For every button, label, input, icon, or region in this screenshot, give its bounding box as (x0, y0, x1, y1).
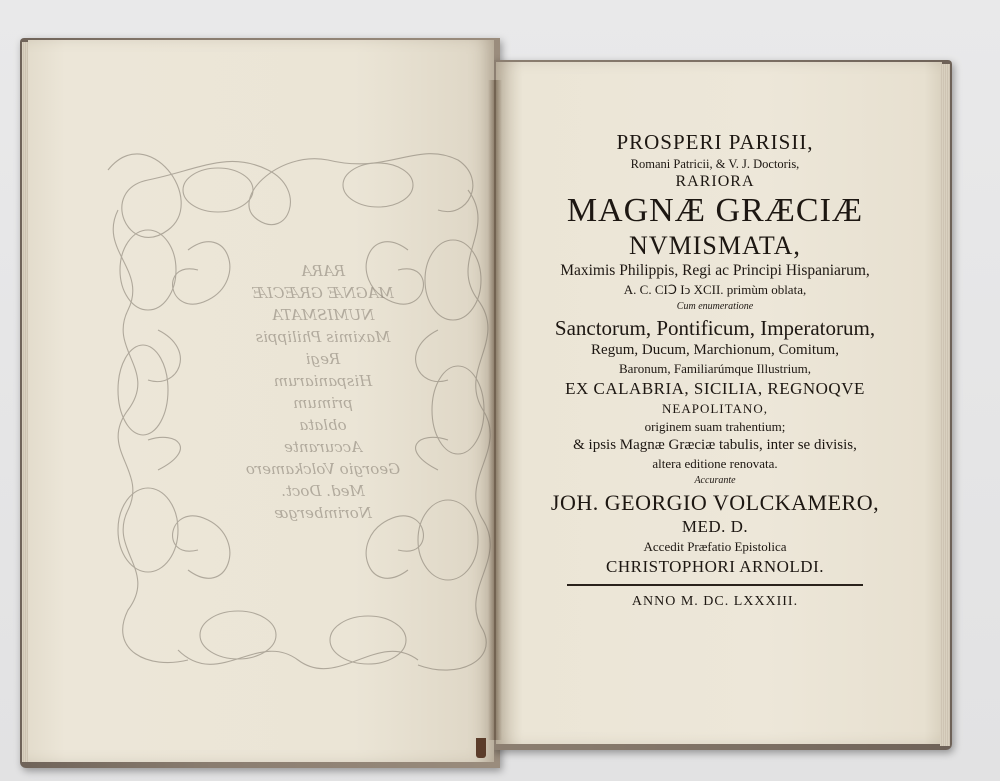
date-line: A. C. CIↃ Iↄ XCII. primùm oblata, (623, 282, 807, 297)
list-line-1: Sanctorum, Pontificum, Imperatorum, (554, 316, 876, 340)
editor-title: MED. D. (681, 517, 749, 536)
left-page (28, 40, 494, 762)
list-line-3: Baronum, Familiarúmque Illustrium, (618, 361, 812, 376)
bookmark-ribbon (476, 738, 486, 758)
rariora-line: RARIORA (675, 173, 755, 190)
bleed-through-text: RARA MAGNÆ GRÆCIÆ NUMISMATA Maximis Philippis Regi Hispaniarum primum oblata Accurante Georgio Volckamero Med. Doct. Norimbergæ (245, 262, 401, 522)
book-gutter (488, 80, 502, 740)
page-edges-right (940, 64, 950, 746)
main-title-2: NVMISMATA, (629, 231, 801, 260)
accedit-line: Accedit Præfatio Epistolica (643, 539, 787, 554)
main-title-1: MAGNÆ GRÆCIÆ (566, 192, 864, 229)
editor-name: JOH. GEORGIO VOLCKAMERO, (550, 490, 880, 515)
origin-line-2: NEAPOLITANO, (662, 401, 768, 416)
origin-line-1: EX CALABRIA, SICILIA, REGNOQVE (565, 379, 865, 398)
publication-year: ANNO M. DC. LXXXIII. (631, 594, 799, 609)
horizontal-rule (567, 584, 863, 586)
author-credentials: Romani Patricii, & V. J. Doctoris, (630, 157, 800, 171)
author-name: PROSPERI PARISII, (616, 130, 814, 154)
tables-line: & ipsis Magnæ Græciæ tabulis, inter se divisis, (573, 437, 857, 453)
title-page-text (505, 130, 925, 610)
accurante-line: Accurante (694, 475, 736, 486)
preface-author: CHRISTOPHORI ARNOLDI. (606, 557, 824, 576)
dedication-line: Maximis Philippis, Regi ac Principi Hispaniarum, (560, 262, 870, 279)
cum-enumeratione: Cum enumeratione (676, 301, 754, 312)
edition-line: altera editione renovata. (652, 456, 778, 471)
origin-line-3: originem suam trahentium; (644, 419, 786, 434)
list-line-2: Regum, Ducum, Marchionum, Comitum, (591, 342, 839, 358)
